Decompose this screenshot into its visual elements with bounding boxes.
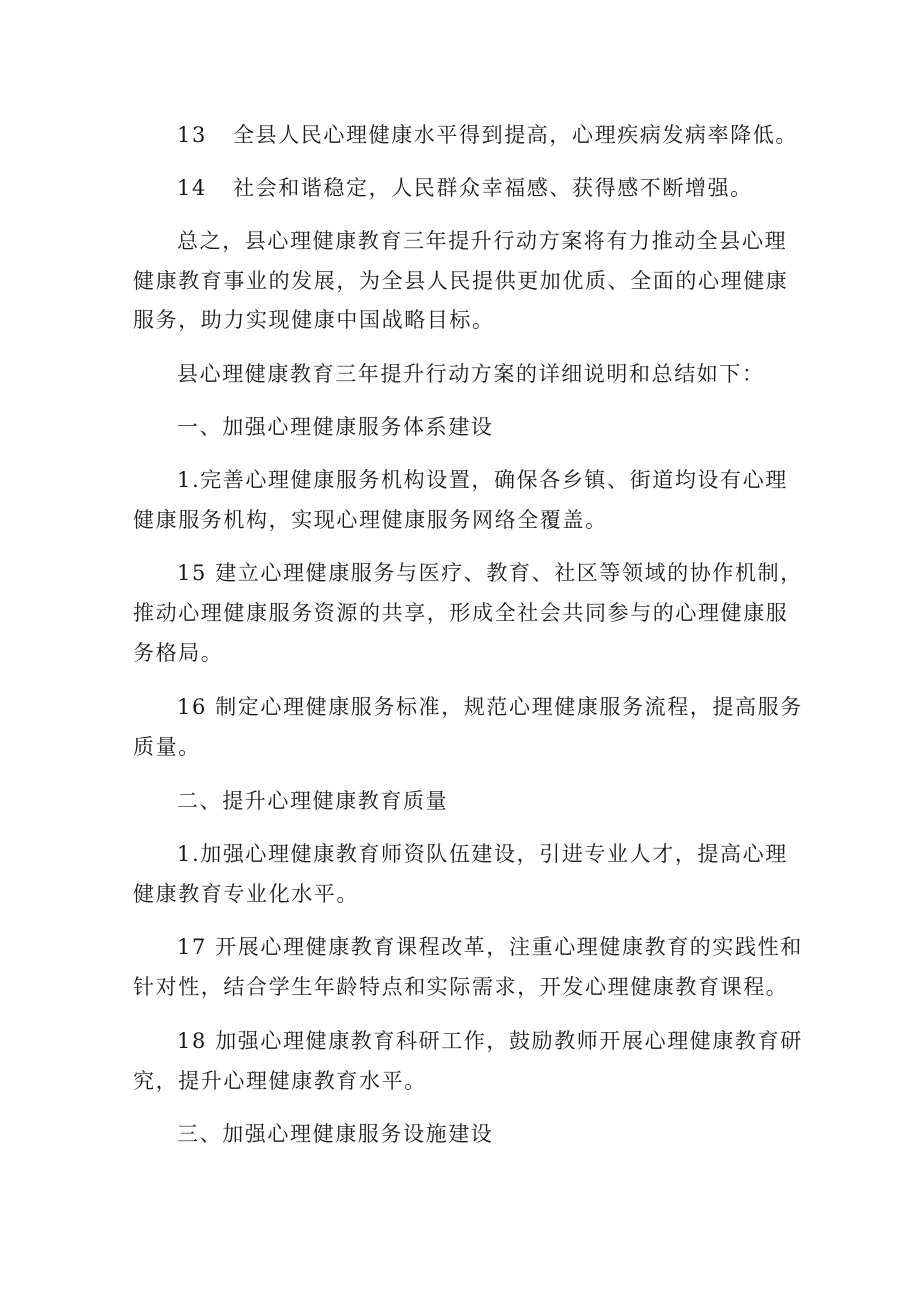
section-3-heading: 三、加强心理健康服务设施建设 (177, 1122, 494, 1146)
section-2-heading: 二、提升心理健康教育质量 (177, 789, 449, 813)
section-1-paragraph-3-line-2: 质量。 (133, 735, 201, 759)
section-2-paragraph-3-line-1: 18 加强心理健康教育科研工作，鼓励教师开展心理健康教育研 (177, 1029, 803, 1053)
section-1-paragraph-2-line-1: 15 建立心理健康服务与医疗、教育、社区等领域的协作机制， (177, 561, 803, 585)
section-2-paragraph-1-line-2: 健康教育专业化水平。 (133, 882, 359, 906)
section-2-paragraph-1-line-1: 1.加强心理健康教育师资队伍建设，引进专业人才，提高心理 (177, 842, 788, 866)
section-2-paragraph-3-line-2: 究，提升心理健康教育水平。 (133, 1069, 427, 1093)
numbered-item-14 (177, 176, 753, 200)
section-2-paragraph-2-line-2: 针对性，结合学生年龄特点和实际需求，开发心理健康教育课程。 (133, 975, 789, 999)
numbered-item-13 (177, 123, 798, 147)
item-text: 全县人民心理健康水平得到提高，心理疾病发病率降低。 (233, 123, 798, 147)
item-number: 14 (177, 176, 207, 200)
section-1-paragraph-2-line-2: 推动心理健康服务资源的共享，形成全社会共同参与的心理健康服 (133, 601, 789, 625)
section-1-paragraph-1-line-2: 健康服务机构，实现心理健康服务网络全覆盖。 (133, 508, 608, 532)
section-1-paragraph-1-line-1: 1.完善心理健康服务机构设置，确保各乡镇、街道均设有心理 (177, 468, 788, 492)
conclusion-line-1: 总之，县心理健康教育三年提升行动方案将有力推动全县心理 (177, 229, 788, 253)
section-1-paragraph-3-line-1: 16 制定心理健康服务标准，规范心理健康服务流程，提高服务 (177, 695, 803, 719)
item-number: 13 (177, 123, 207, 147)
summary-intro: 县心理健康教育三年提升行动方案的详细说明和总结如下： (177, 362, 765, 386)
section-1-heading: 一、加强心理健康服务体系建设 (177, 415, 494, 439)
section-2-paragraph-2-line-1: 17 开展心理健康教育课程改革，注重心理健康教育的实践性和 (177, 935, 803, 959)
section-1-paragraph-2-line-3: 务格局。 (133, 641, 224, 665)
conclusion-line-2: 健康教育事业的发展，为全县人民提供更加优质、全面的心理健康 (133, 269, 789, 293)
item-text: 社会和谐稳定，人民群众幸福感、获得感不断增强。 (233, 176, 753, 200)
conclusion-line-3: 服务，助力实现健康中国战略目标。 (133, 308, 495, 332)
